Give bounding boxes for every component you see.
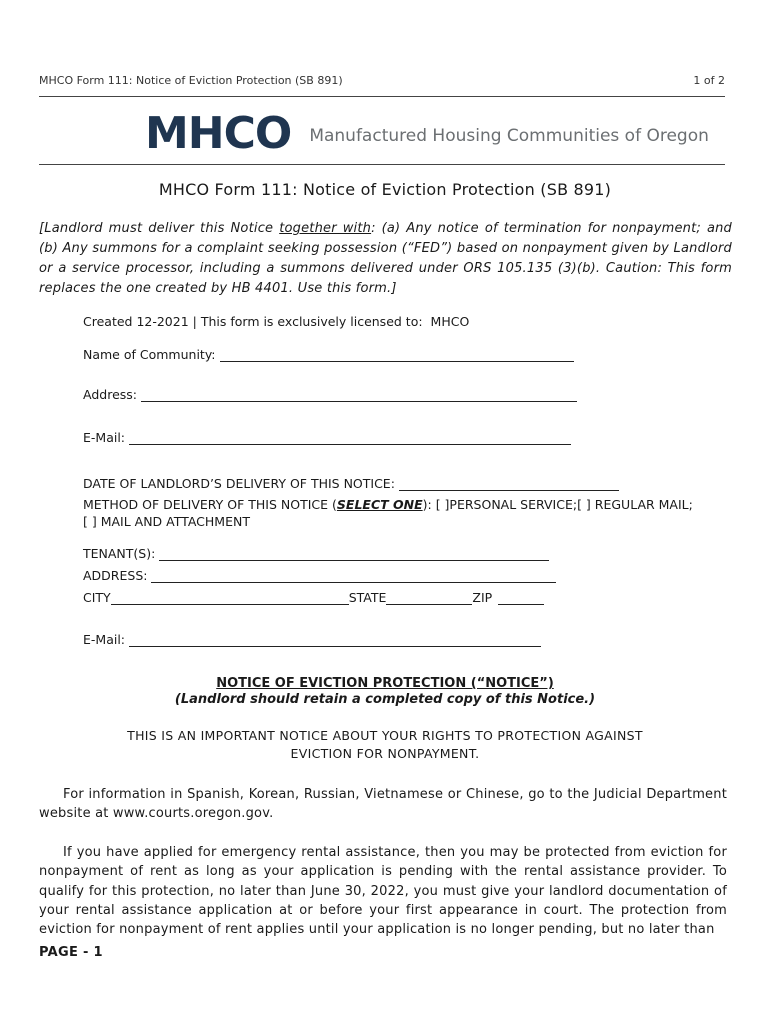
licensee-value: MHCO — [430, 314, 470, 329]
license-line — [83, 314, 469, 329]
notice-subtitle: (Landlord should retain a completed copy of this Notice.) — [174, 692, 596, 707]
intro-instructions — [39, 219, 732, 299]
zip-input[interactable] — [498, 591, 544, 605]
delivery-date-row — [83, 476, 619, 491]
intro-text-2: : (a) Any notice of termination for nonpayment; and (b) Any summons for a complaint seeking possession (“FED”) based on nonpayment given by Landlord or a service processor, including a summons delivered under ORS 105.135 (3)(b). Caution: This form replaces the one created by HB 4401. Use this form.] — [39, 221, 732, 296]
community-label: Name of Community: — [83, 347, 216, 362]
zip-label: ZIP — [472, 590, 493, 605]
running-header-title: MHCO Form 111: Notice of Eviction Protection (SB 891) — [39, 74, 343, 87]
method-prefix: METHOD OF DELIVERY OF THIS NOTICE ( — [83, 497, 337, 512]
community-input[interactable] — [220, 348, 574, 362]
tenants-label: TENANT(S): — [83, 546, 156, 561]
created-label: Created 12-2021 | This form is exclusively licensed to: — [83, 314, 423, 329]
email-label: E-Mail: — [83, 430, 126, 445]
intro-text-1: [Landlord must deliver this Notice — [39, 221, 280, 236]
delivery-date-input[interactable] — [399, 477, 619, 491]
logo-divider — [39, 164, 725, 165]
tenants-input[interactable] — [159, 547, 549, 561]
city-state-zip-row — [83, 590, 544, 605]
tenants-row — [83, 546, 549, 561]
page-counter: 1 of 2 — [693, 74, 725, 87]
email2-row — [83, 632, 541, 647]
address-row — [83, 387, 577, 402]
intro-underlined: together with — [279, 221, 372, 236]
delivery-date-label: DATE OF LANDLORD’S DELIVERY OF THIS NOTICE: — [83, 476, 395, 491]
state-label: STATE — [348, 590, 387, 605]
tenant-address-label: ADDRESS: — [83, 568, 148, 583]
method-options[interactable]: ): [ ]PERSONAL SERVICE;[ ] REGULAR MAIL; — [422, 497, 693, 512]
method-options-2[interactable]: [ ] MAIL AND ATTACHMENT — [83, 514, 250, 529]
page-footer: PAGE - 1 — [39, 945, 103, 960]
logo-subtitle: Manufactured Housing Communities of Oregon — [309, 126, 709, 146]
delivery-method-row-2 — [83, 514, 250, 529]
email-input[interactable] — [129, 431, 571, 445]
email-row — [83, 430, 571, 445]
address-input[interactable] — [141, 388, 577, 402]
community-row — [83, 347, 574, 362]
header-divider — [39, 96, 725, 97]
notice-title: NOTICE OF EVICTION PROTECTION (“NOTICE”) — [216, 676, 554, 691]
city-input[interactable] — [111, 591, 349, 605]
email2-label: E-Mail: — [83, 632, 126, 647]
method-select-one: SELECT ONE — [336, 497, 423, 512]
address-label: Address: — [83, 387, 137, 402]
tenant-address-input[interactable] — [151, 569, 556, 583]
form-title: MHCO Form 111: Notice of Eviction Protection (SB 891) — [158, 180, 612, 199]
mhco-logo — [145, 108, 709, 159]
assistance-paragraph: If you have applied for emergency rental assistance, then you may be protected from eviction for nonpayment of rent as long as your application is pending with the rental assistance provider. To qualify for this protection, no later than June 30, 2022, you must give your landlord documentation of your rental assistance application at or before your first appearance in court. The protection from eviction for nonpayment of rent applies until your application is no longer pending, but no later than — [39, 845, 727, 938]
important-notice-line-1: THIS IS AN IMPORTANT NOTICE ABOUT YOUR RIGHTS TO PROTECTION AGAINST — [127, 728, 643, 743]
important-notice-line-2: EVICTION FOR NONPAYMENT. — [290, 746, 480, 761]
logo-mark: MHCO — [145, 108, 292, 159]
tenant-address-row — [83, 568, 556, 583]
city-label: CITY — [83, 590, 111, 605]
email2-input[interactable] — [129, 633, 541, 647]
state-input[interactable] — [386, 591, 472, 605]
languages-paragraph: For information in Spanish, Korean, Russian, Vietnamese or Chinese, go to the Judicial Department website at www.courts.oregon.gov. — [39, 787, 727, 822]
delivery-method-row — [83, 497, 693, 512]
